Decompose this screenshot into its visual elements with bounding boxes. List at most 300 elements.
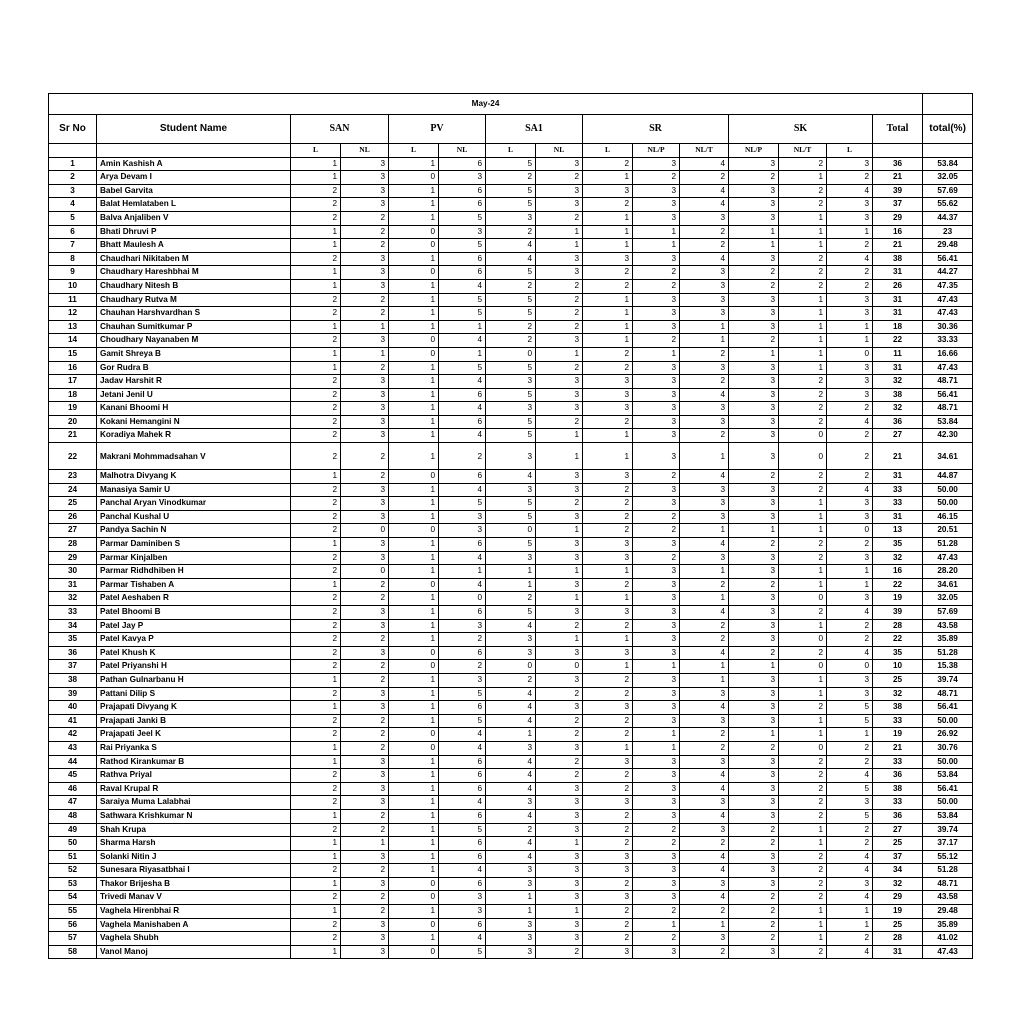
- score-cell: 2: [291, 388, 341, 402]
- score-cell: 1: [779, 334, 827, 348]
- score-cell: 2: [827, 619, 873, 633]
- score-cell: 1: [779, 361, 827, 375]
- score-cell: 1: [389, 184, 439, 198]
- score-cell: 3: [680, 714, 729, 728]
- score-cell: 3: [633, 809, 680, 823]
- score-cell: 3: [633, 619, 680, 633]
- marks-table: [48, 93, 973, 959]
- score-cell: 3: [633, 796, 680, 810]
- score-cell: 3: [486, 483, 536, 497]
- score-cell: 1: [389, 673, 439, 687]
- score-cell: 3: [486, 741, 536, 755]
- score-cell: 2: [729, 891, 779, 905]
- score-cell: 0: [486, 347, 536, 361]
- score-cell: 3: [729, 877, 779, 891]
- score-cell: 3: [341, 945, 389, 959]
- score-cell: 6: [439, 755, 486, 769]
- total-pct-cell: 20.51: [923, 524, 973, 538]
- table-row: [49, 823, 973, 837]
- subheader-cell: L: [486, 144, 536, 158]
- sr-no-cell: 37: [49, 660, 97, 674]
- score-cell: 3: [827, 687, 873, 701]
- total-pct-cell: 37.17: [923, 837, 973, 851]
- score-cell: 2: [486, 334, 536, 348]
- score-cell: 2: [536, 755, 583, 769]
- student-name-cell: Chaudhari Nikitaben M: [97, 252, 291, 266]
- score-cell: 2: [536, 415, 583, 429]
- score-cell: 2: [583, 687, 633, 701]
- score-cell: 3: [341, 510, 389, 524]
- score-cell: 0: [389, 728, 439, 742]
- score-cell: 3: [827, 510, 873, 524]
- score-cell: 0: [341, 565, 389, 579]
- total-cell: 19: [873, 728, 923, 742]
- total-cell: 21: [873, 239, 923, 253]
- score-cell: 1: [779, 171, 827, 185]
- score-cell: 4: [827, 252, 873, 266]
- total-pct-cell: 48.71: [923, 687, 973, 701]
- score-cell: 3: [633, 293, 680, 307]
- score-cell: 4: [827, 184, 873, 198]
- table-row: [49, 198, 973, 212]
- score-cell: 3: [536, 823, 583, 837]
- total-pct-cell: 33.33: [923, 334, 973, 348]
- score-cell: 4: [486, 619, 536, 633]
- score-cell: 0: [779, 429, 827, 443]
- student-name-cell: Vanol Manoj: [97, 945, 291, 959]
- total-cell: 31: [873, 361, 923, 375]
- total-cell: 31: [873, 293, 923, 307]
- total-cell: 36: [873, 157, 923, 171]
- score-cell: 1: [680, 334, 729, 348]
- score-cell: 1: [389, 497, 439, 511]
- score-cell: 2: [583, 714, 633, 728]
- score-cell: 2: [583, 483, 633, 497]
- score-cell: 4: [827, 606, 873, 620]
- total-cell: 19: [873, 905, 923, 919]
- score-cell: 3: [583, 606, 633, 620]
- score-cell: 3: [341, 171, 389, 185]
- score-cell: 0: [827, 660, 873, 674]
- score-cell: 3: [633, 592, 680, 606]
- score-cell: 2: [536, 619, 583, 633]
- score-cell: 3: [680, 483, 729, 497]
- score-cell: 3: [680, 293, 729, 307]
- score-cell: 0: [389, 470, 439, 484]
- score-cell: 2: [827, 443, 873, 470]
- header-sr-no: Sr No: [49, 115, 97, 144]
- score-cell: 1: [536, 239, 583, 253]
- score-cell: 6: [439, 184, 486, 198]
- score-cell: 3: [341, 850, 389, 864]
- score-cell: 3: [729, 592, 779, 606]
- score-cell: 3: [633, 877, 680, 891]
- table-row: [49, 782, 973, 796]
- total-cell: 16: [873, 225, 923, 239]
- score-cell: 1: [779, 687, 827, 701]
- score-cell: 2: [486, 225, 536, 239]
- score-cell: 4: [486, 769, 536, 783]
- score-cell: 0: [389, 945, 439, 959]
- student-name-cell: Solanki Nitin J: [97, 850, 291, 864]
- score-cell: 4: [680, 864, 729, 878]
- score-cell: 1: [389, 823, 439, 837]
- total-cell: 13: [873, 524, 923, 538]
- student-name-cell: Gamit Shreya B: [97, 347, 291, 361]
- score-cell: 4: [680, 809, 729, 823]
- score-cell: 5: [486, 606, 536, 620]
- score-cell: 6: [439, 470, 486, 484]
- score-cell: 3: [341, 252, 389, 266]
- sr-no-cell: 6: [49, 225, 97, 239]
- score-cell: 2: [779, 864, 827, 878]
- score-cell: 1: [779, 211, 827, 225]
- total-pct-cell: 29.48: [923, 905, 973, 919]
- score-cell: 6: [439, 646, 486, 660]
- score-cell: 3: [536, 877, 583, 891]
- score-cell: 0: [389, 891, 439, 905]
- score-cell: 1: [583, 293, 633, 307]
- table-row: [49, 945, 973, 959]
- score-cell: 1: [827, 918, 873, 932]
- score-cell: 2: [583, 347, 633, 361]
- score-cell: 1: [486, 891, 536, 905]
- score-cell: 1: [536, 429, 583, 443]
- table-row: [49, 470, 973, 484]
- total-cell: 28: [873, 932, 923, 946]
- score-cell: 3: [583, 850, 633, 864]
- score-cell: 4: [439, 429, 486, 443]
- table-row: [49, 619, 973, 633]
- student-name-cell: Rai Priyanka S: [97, 741, 291, 755]
- score-cell: 3: [729, 633, 779, 647]
- sr-no-cell: 51: [49, 850, 97, 864]
- score-cell: 2: [536, 687, 583, 701]
- score-cell: 2: [291, 565, 341, 579]
- sr-no-cell: 13: [49, 320, 97, 334]
- score-cell: 3: [341, 932, 389, 946]
- score-cell: 3: [633, 646, 680, 660]
- score-cell: 1: [291, 361, 341, 375]
- score-cell: 3: [583, 891, 633, 905]
- score-cell: 1: [779, 578, 827, 592]
- score-cell: 3: [583, 551, 633, 565]
- score-cell: 2: [439, 660, 486, 674]
- sr-no-cell: 25: [49, 497, 97, 511]
- table-row: [49, 443, 973, 470]
- score-cell: 3: [341, 619, 389, 633]
- score-cell: 1: [389, 633, 439, 647]
- score-cell: 0: [486, 660, 536, 674]
- score-cell: 3: [536, 157, 583, 171]
- score-cell: 0: [389, 239, 439, 253]
- score-cell: 1: [779, 837, 827, 851]
- score-cell: 4: [680, 184, 729, 198]
- score-cell: 2: [680, 619, 729, 633]
- total-pct-cell: 47.43: [923, 307, 973, 321]
- table-row: [49, 728, 973, 742]
- score-cell: 2: [633, 837, 680, 851]
- score-cell: 3: [583, 184, 633, 198]
- score-cell: 3: [680, 510, 729, 524]
- score-cell: 3: [633, 701, 680, 715]
- sr-no-cell: 27: [49, 524, 97, 538]
- total-pct-cell: 56.41: [923, 388, 973, 402]
- score-cell: 1: [633, 347, 680, 361]
- score-cell: 3: [729, 375, 779, 389]
- score-cell: 3: [583, 701, 633, 715]
- student-name-cell: Panchal Kushal U: [97, 510, 291, 524]
- score-cell: 1: [827, 320, 873, 334]
- score-cell: 3: [341, 551, 389, 565]
- score-cell: 3: [536, 538, 583, 552]
- score-cell: 3: [633, 443, 680, 470]
- score-cell: 1: [680, 565, 729, 579]
- score-cell: 3: [827, 375, 873, 389]
- score-cell: 2: [536, 279, 583, 293]
- score-cell: 2: [536, 945, 583, 959]
- table-row: [49, 415, 973, 429]
- score-cell: 2: [583, 524, 633, 538]
- score-cell: 0: [439, 592, 486, 606]
- score-cell: 3: [729, 402, 779, 416]
- subheader-cell: L: [291, 144, 341, 158]
- total-cell: 31: [873, 470, 923, 484]
- score-cell: 6: [439, 198, 486, 212]
- score-cell: 0: [486, 524, 536, 538]
- table-row: [49, 565, 973, 579]
- sr-no-cell: 53: [49, 877, 97, 891]
- total-pct-cell: 53.84: [923, 769, 973, 783]
- score-cell: 3: [633, 578, 680, 592]
- table-row: [49, 741, 973, 755]
- student-name-cell: Bhatt Maulesh A: [97, 239, 291, 253]
- score-cell: 2: [779, 157, 827, 171]
- score-cell: 5: [439, 945, 486, 959]
- score-cell: 4: [486, 714, 536, 728]
- sr-no-cell: 55: [49, 905, 97, 919]
- score-cell: 3: [341, 279, 389, 293]
- score-cell: 5: [439, 714, 486, 728]
- sr-no-cell: 41: [49, 714, 97, 728]
- student-name-cell: Vaghela Hirenbhai R: [97, 905, 291, 919]
- score-cell: 1: [291, 850, 341, 864]
- score-cell: 3: [633, 184, 680, 198]
- score-cell: 3: [633, 483, 680, 497]
- score-cell: 1: [583, 565, 633, 579]
- header-group-san: SAN: [291, 115, 389, 144]
- score-cell: 2: [439, 633, 486, 647]
- score-cell: 3: [341, 782, 389, 796]
- score-cell: 4: [486, 239, 536, 253]
- score-cell: 2: [583, 918, 633, 932]
- score-cell: 4: [827, 891, 873, 905]
- score-cell: 4: [486, 252, 536, 266]
- score-cell: 2: [536, 361, 583, 375]
- score-cell: 1: [779, 619, 827, 633]
- score-cell: 2: [291, 592, 341, 606]
- sr-no-cell: 34: [49, 619, 97, 633]
- score-cell: 1: [291, 673, 341, 687]
- score-cell: 3: [341, 497, 389, 511]
- total-pct-cell: 56.41: [923, 252, 973, 266]
- score-cell: 2: [680, 578, 729, 592]
- table-row: [49, 252, 973, 266]
- student-name-cell: Chauhan Harshvardhan S: [97, 307, 291, 321]
- score-cell: 2: [583, 279, 633, 293]
- total-cell: 34: [873, 864, 923, 878]
- sr-no-cell: 12: [49, 307, 97, 321]
- score-cell: 0: [389, 347, 439, 361]
- score-cell: 4: [680, 891, 729, 905]
- score-cell: 5: [439, 293, 486, 307]
- score-cell: 1: [779, 918, 827, 932]
- table-row: [49, 796, 973, 810]
- score-cell: 3: [633, 157, 680, 171]
- score-cell: 2: [341, 225, 389, 239]
- score-cell: 1: [583, 592, 633, 606]
- total-cell: 37: [873, 198, 923, 212]
- total-pct-cell: 51.28: [923, 538, 973, 552]
- score-cell: 2: [680, 728, 729, 742]
- score-cell: 6: [439, 415, 486, 429]
- score-cell: 1: [291, 837, 341, 851]
- score-cell: 4: [680, 769, 729, 783]
- sr-no-cell: 33: [49, 606, 97, 620]
- score-cell: 2: [341, 823, 389, 837]
- total-pct-cell: 34.61: [923, 443, 973, 470]
- score-cell: 4: [827, 864, 873, 878]
- score-cell: 3: [729, 864, 779, 878]
- score-cell: 3: [439, 673, 486, 687]
- score-cell: 4: [680, 782, 729, 796]
- score-cell: 3: [341, 877, 389, 891]
- score-cell: 2: [583, 837, 633, 851]
- score-cell: 4: [439, 334, 486, 348]
- student-name-cell: Arya Devam I: [97, 171, 291, 185]
- score-cell: 1: [486, 565, 536, 579]
- score-cell: 5: [439, 497, 486, 511]
- score-cell: 1: [729, 524, 779, 538]
- table-row: [49, 524, 973, 538]
- score-cell: 2: [779, 538, 827, 552]
- sr-no-cell: 36: [49, 646, 97, 660]
- score-cell: 3: [729, 443, 779, 470]
- score-cell: 3: [536, 701, 583, 715]
- score-cell: 4: [486, 850, 536, 864]
- score-cell: 3: [486, 402, 536, 416]
- score-cell: 1: [583, 171, 633, 185]
- score-cell: 2: [779, 388, 827, 402]
- score-cell: 2: [486, 171, 536, 185]
- sr-no-cell: 31: [49, 578, 97, 592]
- total-cell: 33: [873, 497, 923, 511]
- score-cell: 4: [827, 415, 873, 429]
- score-cell: 4: [486, 809, 536, 823]
- score-cell: 0: [389, 334, 439, 348]
- score-cell: 2: [729, 538, 779, 552]
- score-cell: 6: [439, 850, 486, 864]
- score-cell: 1: [389, 320, 439, 334]
- student-name-cell: Chaudhary Rutva M: [97, 293, 291, 307]
- score-cell: 2: [633, 551, 680, 565]
- student-name-cell: Balat Hemlataben L: [97, 198, 291, 212]
- total-pct-cell: 50.00: [923, 483, 973, 497]
- score-cell: 3: [729, 755, 779, 769]
- score-cell: 2: [583, 198, 633, 212]
- score-cell: 1: [827, 334, 873, 348]
- total-pct-cell: 28.20: [923, 565, 973, 579]
- score-cell: 2: [827, 633, 873, 647]
- score-cell: 1: [680, 592, 729, 606]
- score-cell: 1: [291, 347, 341, 361]
- score-cell: 3: [633, 307, 680, 321]
- score-cell: 1: [729, 347, 779, 361]
- sr-no-cell: 58: [49, 945, 97, 959]
- score-cell: 1: [779, 565, 827, 579]
- score-cell: 3: [633, 633, 680, 647]
- score-cell: 2: [827, 755, 873, 769]
- score-cell: 3: [583, 646, 633, 660]
- score-cell: 1: [389, 252, 439, 266]
- score-cell: 1: [779, 823, 827, 837]
- sr-no-cell: 20: [49, 415, 97, 429]
- score-cell: 1: [341, 837, 389, 851]
- score-cell: 3: [486, 551, 536, 565]
- table-row: [49, 157, 973, 171]
- table-row: [49, 932, 973, 946]
- score-cell: 2: [729, 279, 779, 293]
- score-cell: 6: [439, 809, 486, 823]
- total-cell: 22: [873, 578, 923, 592]
- score-cell: 1: [680, 918, 729, 932]
- student-name-cell: Parmar Kinjalben: [97, 551, 291, 565]
- score-cell: 0: [779, 633, 827, 647]
- score-cell: 5: [486, 497, 536, 511]
- student-name-cell: Bhati Dhruvi P: [97, 225, 291, 239]
- total-cell: 25: [873, 673, 923, 687]
- score-cell: 2: [341, 673, 389, 687]
- score-cell: 3: [536, 266, 583, 280]
- score-cell: 3: [341, 538, 389, 552]
- score-cell: 3: [729, 945, 779, 959]
- score-cell: 2: [680, 347, 729, 361]
- score-cell: 3: [633, 891, 680, 905]
- score-cell: 6: [439, 388, 486, 402]
- sr-no-cell: 43: [49, 741, 97, 755]
- score-cell: 1: [536, 225, 583, 239]
- total-pct-cell: 50.00: [923, 755, 973, 769]
- table-row: [49, 293, 973, 307]
- score-cell: 4: [439, 578, 486, 592]
- score-cell: 1: [779, 510, 827, 524]
- student-name-cell: Pandya Sachin N: [97, 524, 291, 538]
- table-row: [49, 402, 973, 416]
- score-cell: 2: [729, 741, 779, 755]
- score-cell: 3: [827, 157, 873, 171]
- sr-no-cell: 50: [49, 837, 97, 851]
- score-cell: 0: [779, 443, 827, 470]
- score-cell: 2: [291, 375, 341, 389]
- sr-no-cell: 16: [49, 361, 97, 375]
- student-name-cell: Prajapati Divyang K: [97, 701, 291, 715]
- score-cell: 2: [729, 334, 779, 348]
- score-cell: 2: [536, 171, 583, 185]
- sr-no-cell: 35: [49, 633, 97, 647]
- score-cell: 3: [827, 877, 873, 891]
- score-cell: 1: [389, 932, 439, 946]
- score-cell: 2: [827, 470, 873, 484]
